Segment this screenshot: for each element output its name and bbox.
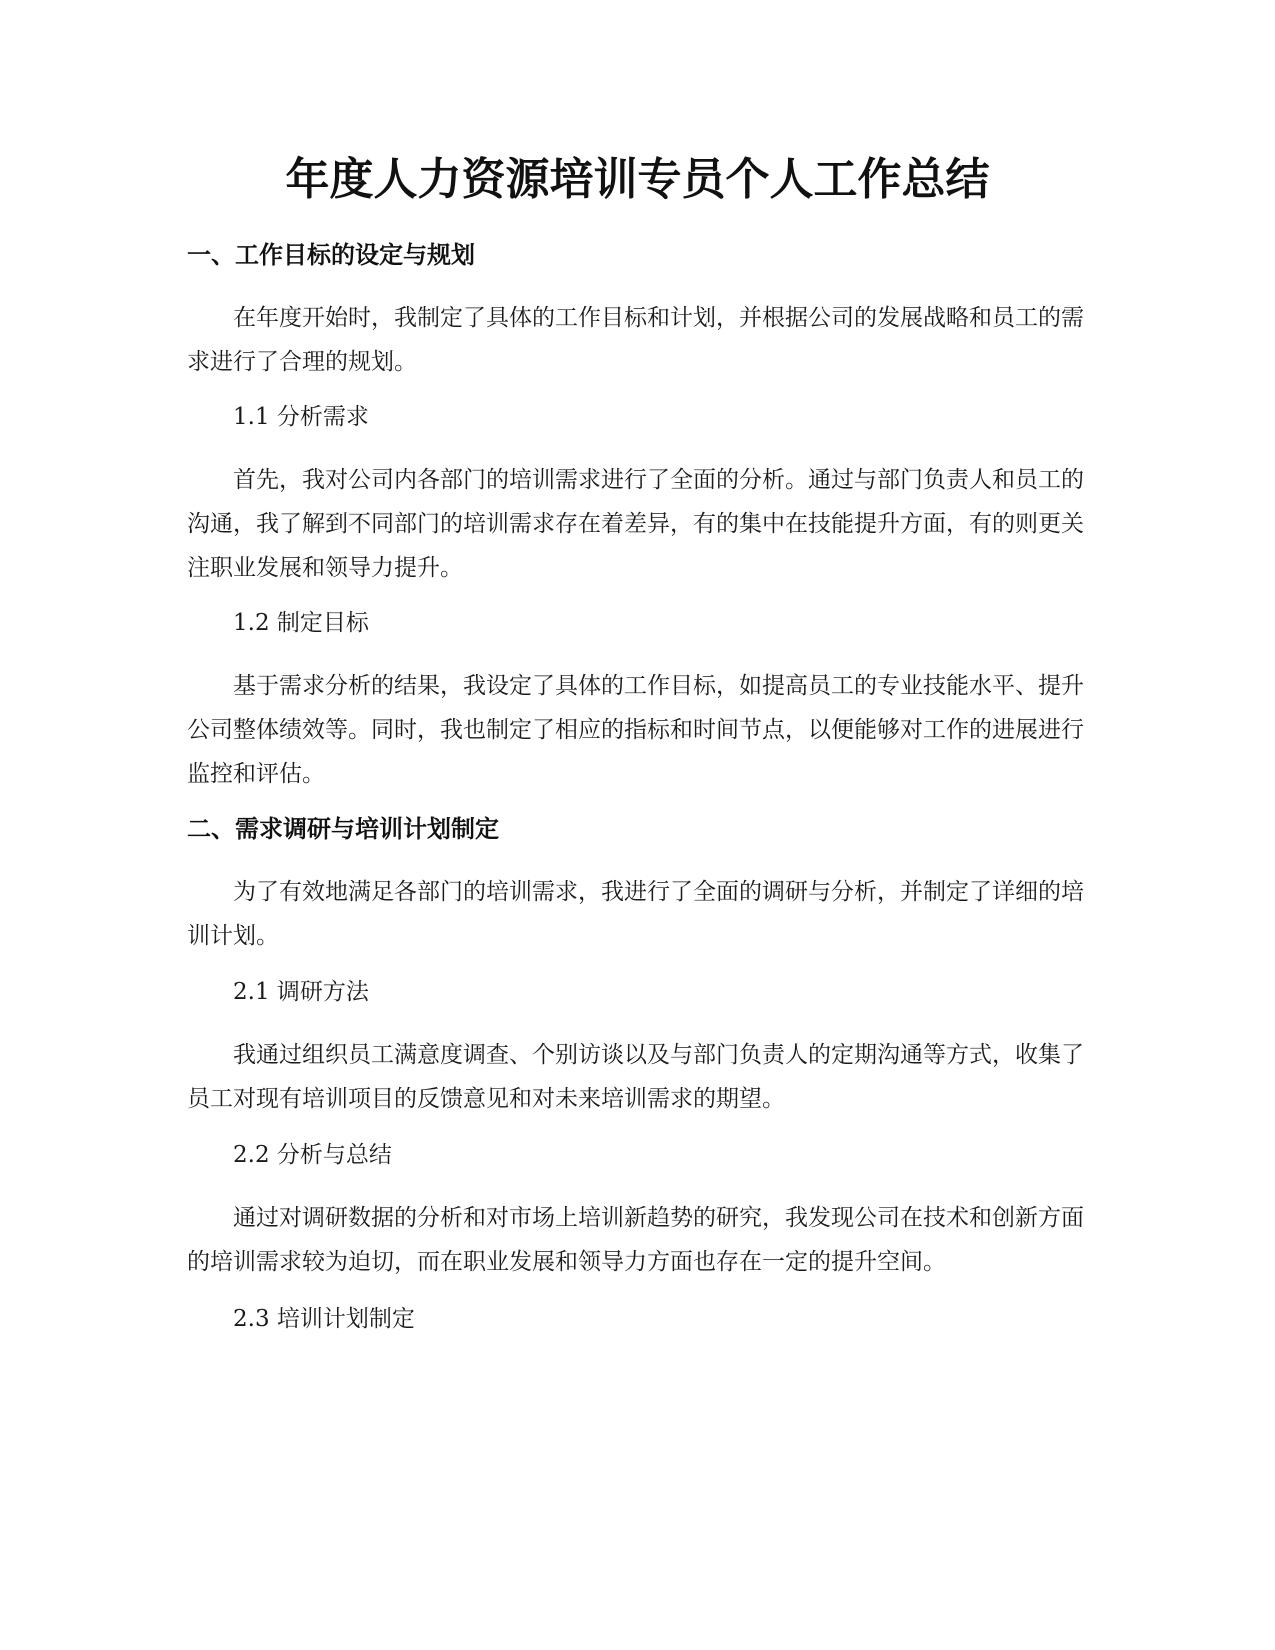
- subsection-heading: 2.2 分析与总结: [233, 1142, 392, 1168]
- subsection-heading: 1.2 制定目标: [233, 610, 369, 636]
- section-heading: 一、工作目标的设定与规划: [187, 241, 475, 269]
- subsection-heading: 2.3 培训计划制定: [233, 1306, 415, 1332]
- subsection-body: 我通过组织员工满意度调查、个别访谈以及与部门负责人的定期沟通等方式，收集了员工对现有培训项目的反馈意见和对未来培训需求的期望。: [187, 1042, 1084, 1112]
- subsection-body: 基于需求分析的结果，我设定了具体的工作目标，如提高员工的专业技能水平、提升公司整体绩效等。同时，我也制定了相应的指标和时间节点，以便能够对工作的进展进行监控和评估。: [187, 673, 1084, 787]
- subsection-heading: 2.1 调研方法: [233, 979, 369, 1005]
- document-title: 年度人力资源培训专员个人工作总结: [285, 154, 990, 205]
- section-intro: 为了有效地满足各部门的培训需求，我进行了全面的调研与分析，并制定了详细的培训计划。: [187, 879, 1084, 949]
- section-heading: 二、需求调研与培训计划制定: [187, 815, 499, 843]
- section-intro: 在年度开始时，我制定了具体的工作目标和计划，并根据公司的发展战略和员工的需求进行了合理的规划。: [187, 305, 1084, 375]
- subsection-body: 通过对调研数据的分析和对市场上培训新趋势的研究，我发现公司在技术和创新方面的培训需求较为迫切，而在职业发展和领导力方面也存在一定的提升空间。: [187, 1205, 1084, 1275]
- subsection-heading: 1.1 分析需求: [233, 404, 369, 430]
- subsection-body: 首先，我对公司内各部门的培训需求进行了全面的分析。通过与部门负责人和员工的沟通，我了解到不同部门的培训需求存在着差异，有的集中在技能提升方面，有的则更关注职业发展和领导力提升。: [187, 467, 1084, 581]
